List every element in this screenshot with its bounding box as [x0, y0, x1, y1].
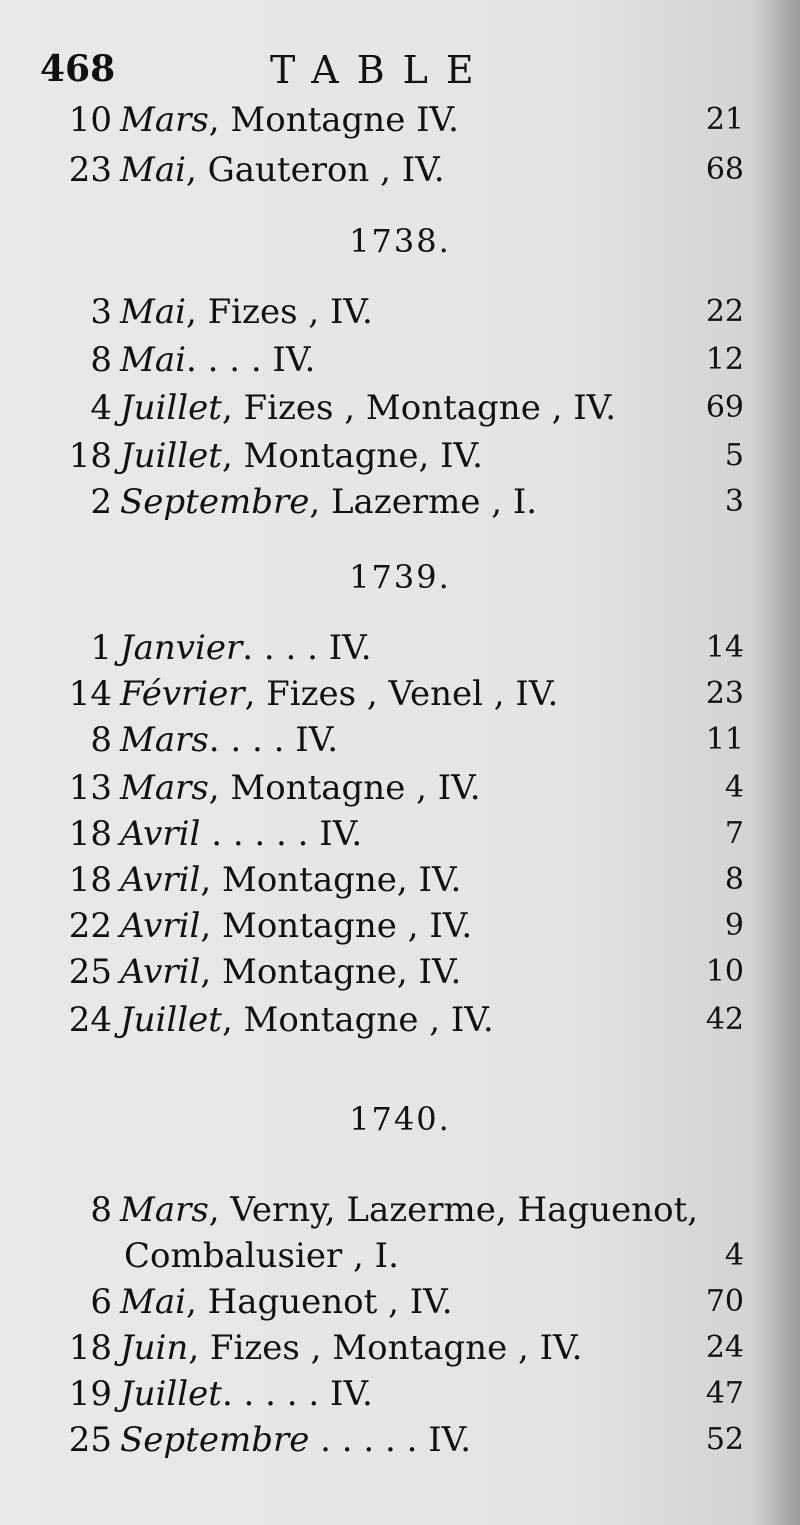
page-reference: 22: [705, 294, 744, 329]
entry-rest: , Fizes , IV.: [185, 292, 373, 332]
page-reference: 8: [724, 862, 744, 897]
entry-rest: , Fizes , Montagne , IV.: [221, 388, 617, 428]
page-number: 468: [40, 48, 116, 90]
entry-day: 8: [90, 1190, 112, 1230]
entry-month: Juillet: [120, 388, 222, 428]
entry-month: Mars: [120, 1190, 209, 1230]
list-item: [44, 860, 744, 908]
year-heading: 1740.: [349, 1100, 451, 1138]
entry-day: 25: [68, 1420, 112, 1460]
entry-day: 6: [90, 1282, 112, 1322]
page-reference: 12: [705, 342, 744, 377]
entry-month: Février: [120, 674, 245, 714]
list-item: [44, 674, 744, 722]
page-reference: 69: [705, 390, 744, 425]
entry-day: 22: [68, 906, 112, 946]
entry-day: 18: [68, 814, 112, 854]
page-reference: 11: [705, 722, 744, 757]
page-reference: 14: [705, 630, 744, 665]
list-item: [44, 1282, 744, 1330]
entry-month: Septembre: [120, 482, 310, 522]
entry-month: Mai: [120, 340, 186, 380]
list-item: [44, 814, 744, 862]
entry-month: Juin: [120, 1328, 189, 1368]
list-item: [44, 100, 744, 148]
entry-day: 8: [90, 340, 112, 380]
year-heading: 1739.: [349, 558, 451, 596]
entry-continuation: Combalusier , I.: [124, 1236, 399, 1276]
page-reference: 47: [705, 1376, 744, 1411]
page-reference: 23: [705, 676, 744, 711]
entry-rest: . . . . IV.: [185, 340, 316, 380]
entry-day: 4: [90, 388, 112, 428]
entry-month: Mai: [120, 292, 186, 332]
list-item: [44, 1328, 744, 1376]
entry-rest: , Fizes , Montagne , IV.: [188, 1328, 583, 1368]
entry-day: 3: [90, 292, 112, 332]
entry-rest: , Montagne , IV.: [200, 906, 473, 946]
page-reference: 5: [724, 438, 744, 473]
entry-rest: . . . . IV.: [242, 628, 372, 668]
page-header: [40, 48, 740, 98]
entry-rest: , Haguenot , IV.: [185, 1282, 453, 1322]
page-reference: 21: [705, 102, 744, 137]
list-item: [44, 340, 744, 388]
entry-rest: , Fizes , Venel , IV.: [244, 674, 559, 714]
running-title: TABLE: [270, 48, 492, 92]
entry-rest: , Montagne , IV.: [208, 768, 481, 808]
year-heading: 1738.: [349, 222, 451, 260]
entry-month: Juillet: [120, 436, 222, 476]
list-item: [44, 1000, 744, 1048]
page-reference: 3: [724, 484, 744, 519]
entry-month: Juillet: [120, 1374, 222, 1414]
entry-day: 14: [68, 674, 112, 714]
list-item: [44, 906, 744, 954]
entry-day: 24: [68, 1000, 112, 1040]
entry-rest: , Montagne , IV.: [221, 1000, 494, 1040]
entry-rest: , Gauteron , IV.: [185, 150, 445, 190]
page-reference: 10: [705, 954, 744, 989]
page-reference: 70: [705, 1284, 744, 1319]
list-item: [44, 720, 744, 768]
list-item: [44, 628, 744, 676]
page-reference: 42: [705, 1002, 744, 1037]
entry-rest: , Montagne, IV.: [200, 860, 462, 900]
entry-month: Mai: [120, 150, 186, 190]
list-item: [44, 768, 744, 816]
entry-rest: . . . . IV.: [208, 720, 339, 760]
entry-day: 18: [68, 436, 112, 476]
entry-day: 18: [68, 860, 112, 900]
entry-rest: . . . . . IV.: [309, 1420, 472, 1460]
list-item: [44, 1420, 744, 1468]
entry-day: 25: [68, 952, 112, 992]
entry-day: 2: [90, 482, 112, 522]
entry-month: Avril: [120, 952, 201, 992]
list-item: [44, 1190, 744, 1238]
page-reference: 9: [724, 908, 744, 943]
list-item: [44, 292, 744, 340]
entry-day: 18: [68, 1328, 112, 1368]
entry-month: Mars: [120, 720, 209, 760]
entry-month: Mars: [120, 100, 209, 140]
list-item-continuation: [44, 1236, 744, 1284]
page-reference: 4: [724, 770, 744, 805]
entry-month: Janvier: [120, 628, 243, 668]
entry-month: Septembre: [120, 1420, 310, 1460]
page-reference: 4: [724, 1238, 744, 1273]
entry-month: Juillet: [120, 1000, 222, 1040]
entry-day: 23: [68, 150, 112, 190]
list-item: [44, 436, 744, 484]
entry-rest: , Montagne IV.: [208, 100, 459, 140]
entry-month: Mars: [120, 768, 209, 808]
list-item: [44, 1374, 744, 1422]
entry-month: Avril: [120, 860, 201, 900]
list-item: [44, 482, 744, 530]
page-reference: 52: [705, 1422, 744, 1457]
page-reference: 7: [724, 816, 744, 851]
list-item: [44, 150, 744, 198]
entry-rest: . . . . . IV.: [221, 1374, 373, 1414]
entry-rest: , Lazerme , I.: [309, 482, 538, 522]
page-reference: 68: [705, 152, 744, 187]
entry-month: Avril: [120, 814, 201, 854]
page-reference: 24: [705, 1330, 744, 1365]
entry-day: 8: [90, 720, 112, 760]
entry-rest: , Montagne, IV.: [200, 952, 462, 992]
entry-day: 10: [68, 100, 112, 140]
entry-day: 13: [68, 768, 112, 808]
entry-month: Avril: [120, 906, 201, 946]
list-item: [44, 388, 744, 436]
entry-rest: , Montagne, IV.: [221, 436, 483, 476]
entry-day: 19: [68, 1374, 112, 1414]
entry-day: 1: [90, 628, 112, 668]
entry-month: Mai: [120, 1282, 186, 1322]
list-item: [44, 952, 744, 1000]
entry-rest: . . . . . IV.: [200, 814, 363, 854]
entry-rest: , Verny, Lazerme, Haguenot,: [208, 1190, 699, 1230]
